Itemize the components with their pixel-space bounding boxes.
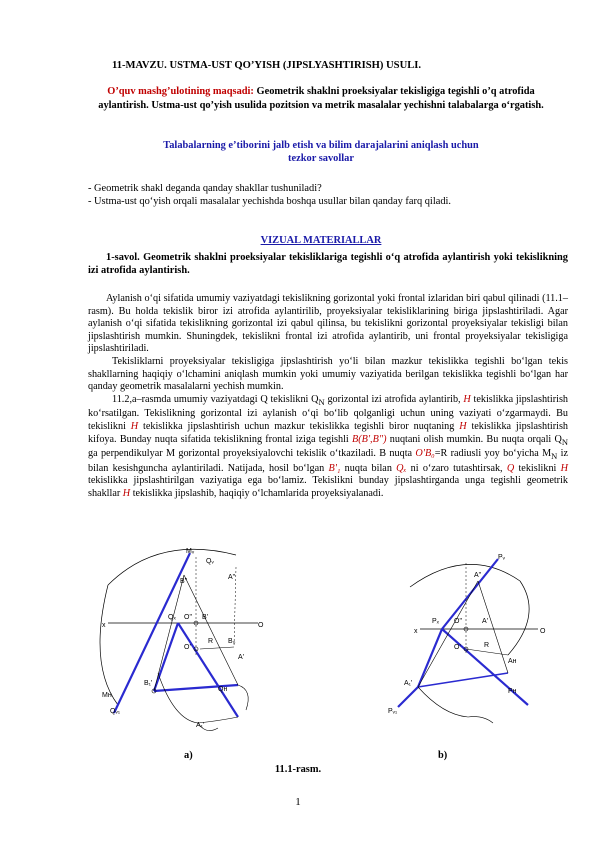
- arc-line: [100, 585, 118, 705]
- label-B1prime: B₁': [144, 680, 153, 687]
- question-item: - Geometrik shakl deganda qanday shakllar tushuniladi?: [88, 183, 322, 194]
- construction-line: [200, 647, 234, 649]
- construction-line: [184, 575, 238, 685]
- questions-heading-line1: Talabalarning e’tiborini jalb etish va bilim darajalarini aniqlash uchun: [163, 140, 479, 151]
- label-O2: O": [184, 614, 192, 621]
- question-item: - Ustma-ust qo‘yish orqali masalalar yechishda boshqa usullar bilan qanday farq qiladi.: [88, 196, 451, 208]
- label-A1prime: A₁': [404, 680, 413, 687]
- label-B2: B": [180, 578, 188, 585]
- page-number: 1: [295, 796, 301, 808]
- text-run: iz bilan kesishguncha aylantiriladi. Natijada, hosil bo‘lgan: [88, 448, 568, 474]
- questions-heading: [84, 140, 558, 165]
- caption-a: a): [184, 750, 193, 761]
- text-run: H: [122, 488, 131, 499]
- label-x: x: [414, 628, 418, 635]
- construction-line: [466, 649, 508, 655]
- text-run: N: [561, 436, 568, 447]
- label-R: R: [208, 638, 214, 645]
- label-B0: B₀: [228, 638, 236, 645]
- trace-line: [442, 559, 498, 629]
- text-run: N: [318, 396, 325, 407]
- text-run: H: [459, 420, 467, 432]
- text-run: nuqta bilan: [340, 462, 397, 474]
- label-A1: A': [482, 618, 489, 625]
- text-run: B'₁: [328, 462, 341, 474]
- trace-line: [418, 629, 442, 687]
- goal-text: Geometrik shaklni proeksiyalar tekisligiga tegishli o’q atrofida aylantirish. Ustma-ust qo’yish usulida pozitsion va metrik masalalar yechishni talabalarga o‘rgatish.: [98, 86, 544, 111]
- label-QH: Qн: [218, 686, 228, 693]
- label-AH: Aн: [508, 658, 517, 665]
- label-Qv1: Qᵥ₁: [110, 708, 121, 715]
- text-run: tekislikni: [514, 462, 561, 474]
- figure-b: [388, 554, 546, 723]
- label-MH: Mн: [102, 692, 112, 699]
- construction-line: [418, 581, 478, 687]
- label-Px: Pₓ: [432, 618, 439, 625]
- figure-11-1: [88, 545, 558, 745]
- text-run: 11.2,a–rasmda umumiy vaziyatdagi Q tekislikni Q: [112, 393, 319, 405]
- label-A1prime: A₁': [196, 722, 205, 729]
- text-run: nuqtani olish mumkin. Bu nuqta orqali Q: [386, 433, 562, 445]
- questions-heading-line2: tezkor savollar: [288, 152, 354, 164]
- trace-line: [398, 687, 418, 707]
- text-run: H: [130, 420, 139, 432]
- text-run: gorizontal izi atrofida aylantirib,: [324, 393, 464, 405]
- lesson-goal: [84, 85, 558, 112]
- paragraph-1: Aylanish o‘qi sifatida umumiy vaziyatdagi tekislikning gorizontal yoki frontal izlaridan biri qabul qilinadi (11.1–rasm). Bu holda tekislik biror izi atrofida aylantirilib, proyeksiyalar tekisliklarining biriga jipslashtiriladi. Agar aylanish o‘qi sifatida tekislikning gorizontal izi qabul qilinsa, bu tekislikni gorizontal proyeksiyalar tekisligi bilan jipslashtirish mumkin. Shuningdek, tekislikni frontal izi atrofida aylantirib, uni frontal proyeksiyalar tekisligiga jipslashtiriladi.: [88, 293, 568, 355]
- text-run: tekislikka jipslashib, haqiqiy o‘lchamlarida proyeksiyalanadi.: [130, 488, 384, 499]
- text-run: Qₓ: [396, 462, 407, 474]
- paragraph-3: [88, 394, 568, 501]
- text-run: tekislikka jipslashtirish ko‘rsatilgan. Tekislikning gorizontal izi aylanish o‘qi bo‘lib qolganligi uchun uning vaziyati o‘zgarmaydi. Bu tekislikni: [88, 393, 568, 432]
- label-R: R: [484, 642, 490, 649]
- arc-line: [108, 549, 236, 585]
- text-run: ni o‘zaro tutashtirsak,: [406, 462, 507, 474]
- text-run: Q: [506, 462, 515, 474]
- label-A2: A": [474, 572, 482, 579]
- text-run: H: [560, 462, 568, 474]
- label-Qx: Qₓ: [168, 614, 176, 621]
- quick-questions: [88, 182, 568, 209]
- trace-line: [418, 673, 508, 687]
- label-O2: O": [454, 618, 462, 625]
- shape-outline: [418, 687, 493, 723]
- text-run: tekislikka jipslashtirish uchun mazkur tekislikka tegishli biror nuqtaning: [138, 420, 460, 432]
- label-B1: B': [202, 614, 209, 621]
- text-run: tekislikka jipslashtirish kifoya. Bunday nuqta sifatida tekislikning frontal iziga tegishli: [88, 420, 569, 445]
- visual-materials-heading: VIZUAL MATERIALLAR: [260, 235, 382, 246]
- label-x: x: [102, 622, 106, 629]
- page-title: 11-MAVZU. USTMA-UST QO’YISH (JIPSLYASHTIRISH) USULI.: [112, 60, 422, 71]
- trace-line: [154, 623, 178, 691]
- text-run: ga perpendikulyar M gorizontal proyeksiyalovchi tekislik o‘tkaziladi. B nuqta: [88, 448, 416, 460]
- label-A1: A': [238, 654, 245, 661]
- goal-label: O’quv mashg’ulotining maqsadi:: [107, 86, 254, 97]
- figure-caption: 11.1-rasm.: [274, 764, 322, 775]
- label-O: O: [540, 628, 546, 635]
- label-Pv: Pᵥ: [498, 554, 505, 561]
- label-Mv: Mᵥ: [186, 548, 195, 555]
- body-text: [88, 293, 568, 501]
- shape-outline: [238, 685, 248, 710]
- text-run: O'B₀: [415, 448, 435, 460]
- text-run: tekislikka jipslashtirilgan vaziyatiga ega bo‘lamiz. Tekislikni bunday jipslashtirganda unga tegishli geometrik shakllar: [88, 475, 568, 499]
- paragraph-2: Tekisliklarni proyeksiyalar tekisligiga jipslashtirish yo‘li bilan mazkur tekislikka tegishli bo‘lgan tekis shakllarning haqiqiy o‘lchamini aniqlash mumkin yoki umumiy vaziyatida berilgan tekislikka tegishli bo‘lgan har qanday geometrik masalalarni yechish mumkin.: [88, 355, 568, 393]
- label-Pv1: Pᵥ₁: [388, 708, 398, 715]
- text-run: N: [551, 451, 558, 462]
- arc-line: [508, 581, 529, 655]
- label-O: O: [258, 622, 264, 629]
- text-run: H: [463, 393, 471, 405]
- caption-b: b): [438, 750, 448, 761]
- label-PH: Pн: [508, 688, 517, 695]
- label-A2: A": [228, 574, 236, 581]
- label-O1: O': [454, 644, 461, 651]
- arc-line: [410, 564, 520, 587]
- text-run: =R radiusli yoy bo‘yicha M: [434, 448, 552, 460]
- construction-line: [478, 581, 508, 673]
- figure-a: [100, 548, 264, 731]
- text-run: B(B',B"): [352, 433, 387, 445]
- label-O1: O': [184, 644, 191, 651]
- question-1-heading: 1-savol. Geometrik shaklni proeksiyalar tekisliklariga tegishli o‘q atrofida aylantirish yoki tekislikning izi atrofida aylantirish.: [88, 252, 568, 277]
- label-Qv: Qᵥ: [206, 558, 214, 565]
